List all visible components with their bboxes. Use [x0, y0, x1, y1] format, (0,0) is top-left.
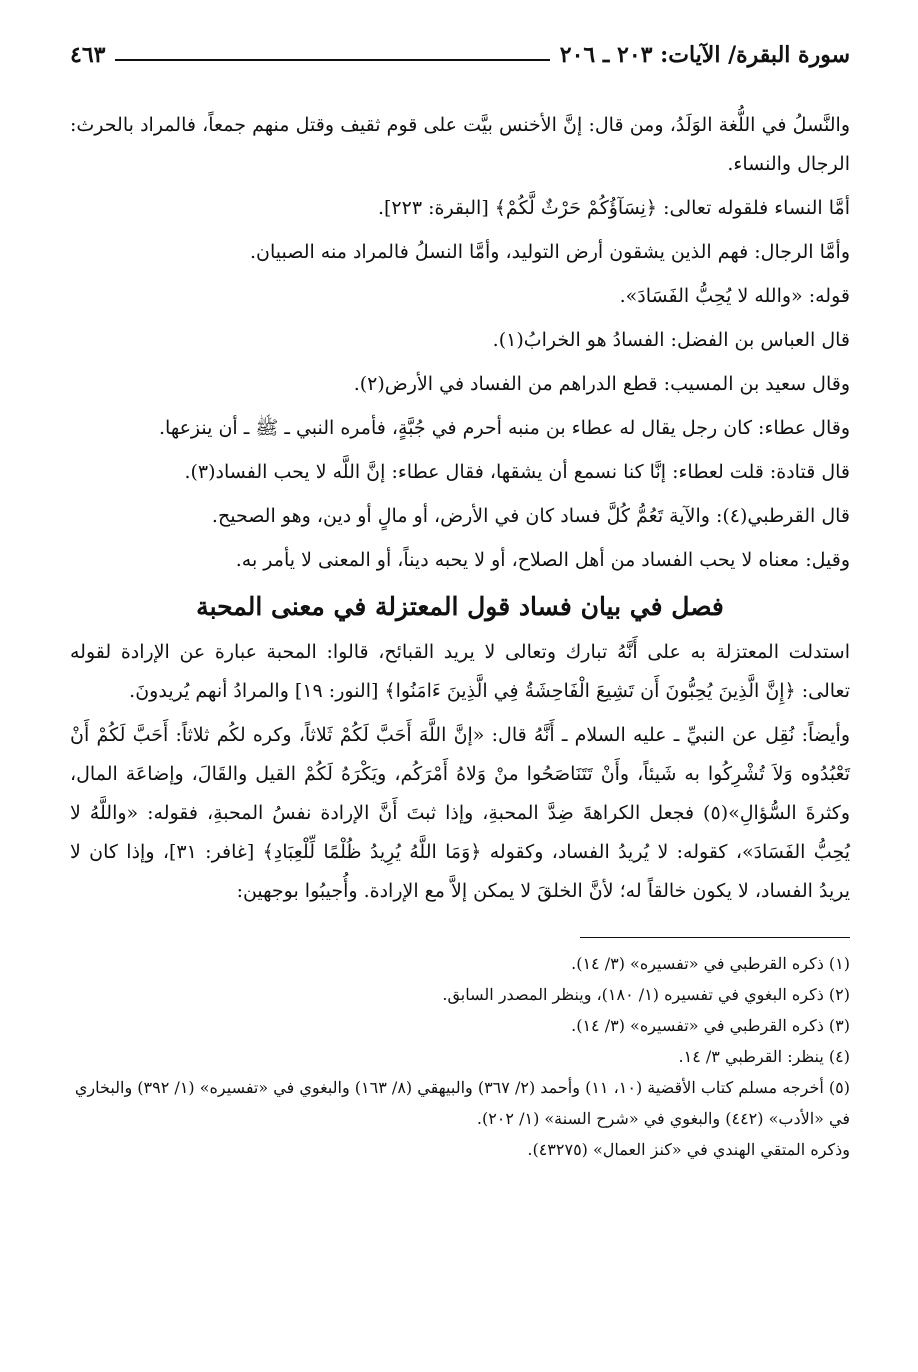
footnote: (٣) ذكره القرطبي في «تفسيره» (٣/ ١٤).	[571, 1016, 850, 1035]
main-text	[70, 106, 850, 911]
footnote-rule	[580, 937, 850, 938]
paragraph: وقال سعيد بن المسيب: قطع الدراهم من الفساد في الأرض(٢).	[353, 373, 850, 395]
paragraph: وقيل: معناه لا يحب الفساد من أهل الصلاح، أو لا يحبه ديناً، أو المعنى لا يأمر به.	[235, 549, 850, 571]
running-head	[70, 28, 850, 68]
section-heading: فصل في بيان فساد قول المعتزلة في معنى المحبة	[196, 592, 724, 621]
footnote: (٤) ينظر: القرطبي ٣/ ١٤.	[678, 1047, 850, 1066]
page	[70, 28, 850, 1348]
paragraph: والنَّسلُ في اللُّغة الوَلَدُ، ومن قال: إنَّ الأخنس بيَّت على قوم ثقيف وقتل منهم جمعاً، فالمراد بالحرث: الرجال والنساء.	[70, 114, 850, 175]
footnote: وذكره المتقي الهندي في «كنز العمال» (٤٣٢٧٥).	[527, 1140, 850, 1159]
paragraph: وأيضاً: نُقِل عن النبيِّ ـ عليه السلام ـ أَنَّهُ قال: «إنَّ اللَّهَ أَحَبَّ لَكُمْ ثَلاثاً، وكره لكُم ثلاثاً: أَحَبَّ لَكُمْ أَنْ تَعْبُدُوه وَلاَ تُشْرِكُوا به شَيئاً، وأَنْ تَتَنَاصَحُوا منْ وَلاهُ أَمْرَكُم، ويَكْرَهُ لَكُمْ القيل والقَالَ، وإضاعَة المال، وكثرةَ السُّؤالِ»(٥) فجعل الكراهةَ ضِدَّ المحبةِ، وإذا ثبتَ أَنَّ الإرادة نفسُ المحبةِ، فقوله: «واللَّهُ لا يُحِبُّ الفَسَادَ»، كقوله: لا يُريدُ الفساد، وكقوله ﴿وَمَا اللَّهُ يُرِيدُ ظُلْمًا لِّلْعِبَادِ﴾ [غافر: ٣١]، وإذا كان لا يريدُ الفساد، لا يكون خالقاً له؛ لأنَّ الخلقَ لا يمكن إلاَّ مع الإرادة. وأُجيبُوا بوجهين:	[70, 724, 851, 902]
footnotes	[70, 948, 850, 1165]
paragraph: قال قتادة: قلت لعطاء: إنَّا كنا نسمع أن يشقها، فقال عطاء: إنَّ اللَّه لا يحب الفساد(٣).	[184, 461, 850, 483]
footnote: (١) ذكره القرطبي في «تفسيره» (٣/ ١٤).	[571, 954, 850, 973]
paragraph: قال العباس بن الفضل: الفسادُ هو الخرابُ(١).	[492, 329, 850, 351]
paragraph: قال القرطبي(٤): والآية تَعُمُّ كُلَّ فساد كان في الأرض، أو مالٍ أو دين، وهو الصحيح.	[211, 505, 850, 527]
paragraph: وأمَّا الرجال: فهم الذين يشقون أرض التوليد، وأمَّا النسلُ فالمراد منه الصبيان.	[249, 241, 850, 263]
header-rule	[115, 59, 549, 61]
paragraph: وقال عطاء: كان رجل يقال له عطاء بن منبه أحرم في جُبَّةٍ، فأمره النبي ـ ﷺ ـ أن ينزعها.	[159, 417, 850, 439]
footnote: (٢) ذكره البغوي في تفسيره (١/ ١٨٠)، وينظر المصدر السابق.	[442, 985, 850, 1004]
paragraph: أمَّا النساء فلقوله تعالى: ﴿نِسَآؤُكُمْ حَرْثٌ لَّكُمْ﴾ [البقرة: ٢٢٣].	[377, 197, 850, 219]
paragraph: استدلت المعتزلة به على أَنَّهُ تبارك وتعالى لا يريد القبائح، قالوا: المحبة عبارة عن الإرادة لقوله تعالى: ﴿إِنَّ الَّذِينَ يُحِبُّونَ أَن تَشِيعَ الْفَاحِشَةُ فِي الَّذِينَ ءَامَنُوا﴾ [النور: ١٩] والمرادُ أنهم يُريدونَ.	[70, 641, 850, 702]
footnote: (٥) أخرجه مسلم كتاب الأقضية (١٠، ١١) وأحمد (٢/ ٣٦٧) والبيهقي (٨/ ١٦٣) والبغوي في «تفسيره» (١/ ٣٩٢) والبخاري في «الأدب» (٤٤٢) والبغوي في «شرح السنة» (١/ ٢٠٢).	[74, 1078, 850, 1128]
paragraph: قوله: «والله لا يُحِبُّ الفَسَادَ».	[619, 285, 850, 307]
running-head-title: سورة البقرة/ الآيات: ٢٠٣ ـ ٢٠٦	[559, 42, 850, 68]
page-number: ٤٦٣	[70, 42, 106, 68]
